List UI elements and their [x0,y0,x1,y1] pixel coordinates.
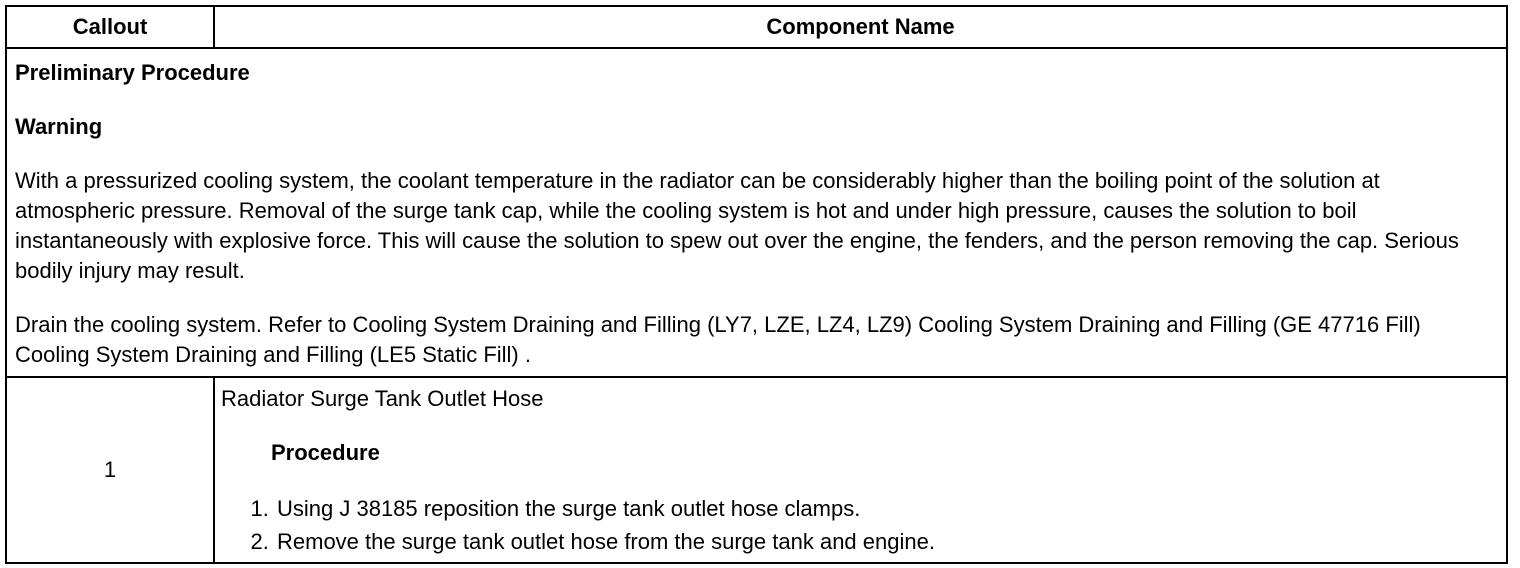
procedure-step: 2. Remove the surge tank outlet hose from the surge tank and engine. [275,525,1500,558]
warning-label: Warning [15,114,103,139]
procedure-step: 1. Using J 38185 reposition the surge tank outlet hose clamps. [275,492,1500,525]
header-row [6,6,1507,48]
table-row [6,377,1507,563]
procedure-heading: Procedure [271,440,380,465]
procedure-table [5,5,1508,564]
preliminary-cell [6,48,1507,377]
component-name: Radiator Surge Tank Outlet Hose [221,386,544,411]
procedure-steps [221,492,1500,558]
preliminary-title: Preliminary Procedure [15,60,250,85]
component-cell [214,377,1507,563]
drain-text: Drain the cooling system. Refer to Cooling System Draining and Filling (LY7, LZE, LZ4, LZ9) Cooling System Draining and Filling (GE 47716 Fill) Cooling System Draining and Filling (LE5 Static Fill) . [15,312,1421,367]
header-component-name: Component Name [214,6,1507,48]
warning-text: With a pressurized cooling system, the coolant temperature in the radiator can be considerably higher than the boiling point of the solution at atmospheric pressure. Removal of the surge tank cap, while the cooling system is hot and under high pressure, causes the solution to boil instantaneously with explosive force. This will cause the solution to spew out over the engine, the fenders, and the person removing the cap. Serious bodily injury may result. [15,168,1459,283]
callout-number: 1 [6,377,214,563]
header-callout: Callout [6,6,214,48]
preliminary-row [6,48,1507,377]
